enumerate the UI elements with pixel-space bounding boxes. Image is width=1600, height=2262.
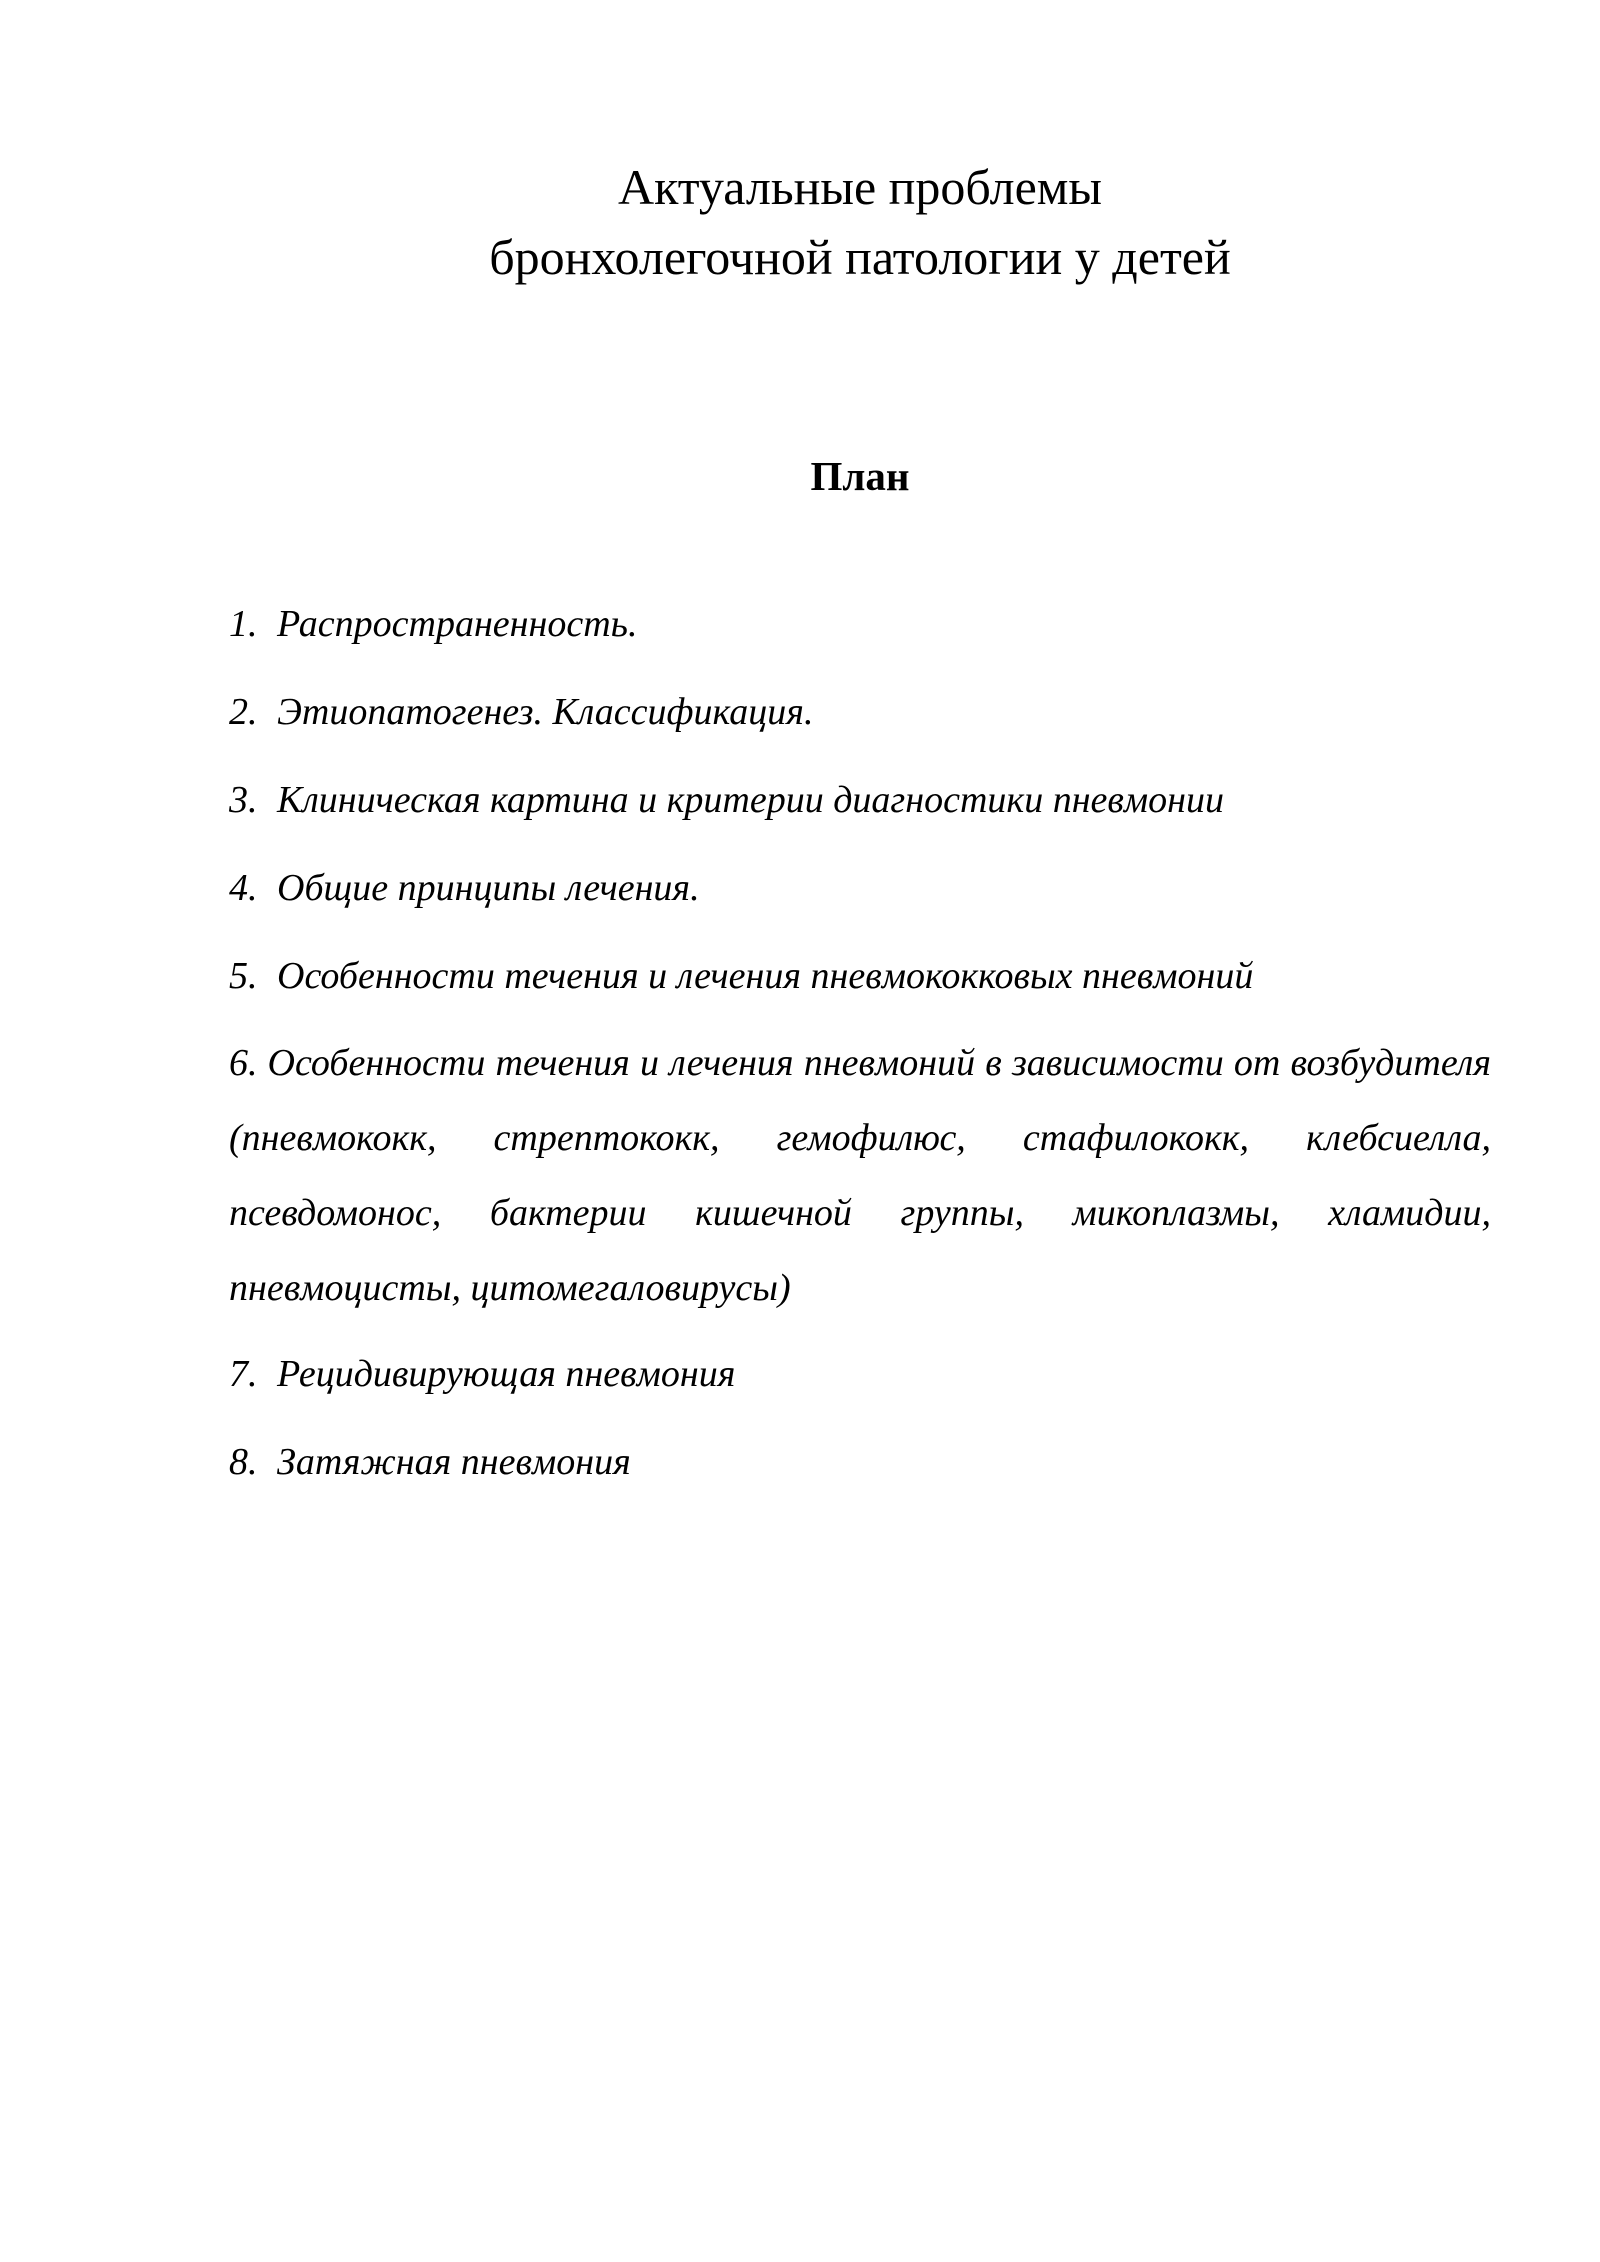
plan-item-4 [229, 860, 1491, 916]
plan-item-number: 1. [229, 603, 258, 645]
plan-item-number: 6. [229, 1042, 258, 1084]
plan-item-text: Особенности течения и лечения пневмококковых пневмоний [277, 955, 1254, 997]
plan-item-text: Этиопатогенез. Классификация. [277, 691, 814, 733]
title-line-2: бронхолегочной патологии у детей [489, 229, 1231, 285]
plan-item-1 [229, 596, 1491, 652]
plan-item-number: 5. [229, 955, 258, 997]
plan-heading: План [810, 453, 910, 499]
plan-item-5 [229, 948, 1491, 1004]
plan-item-text: Рецидивирующая пневмония [277, 1353, 736, 1395]
plan-item-2 [229, 684, 1491, 740]
plan-item-number: 8. [229, 1441, 258, 1483]
plan-item-number: 4. [229, 867, 258, 909]
plan-item-text: Затяжная пневмония [277, 1441, 631, 1483]
plan-item-text: Особенности течения и лечения пневмоний в зависимости от возбудителя (пневмококк, стрептококк, гемофилюс, стафилококк, клебсиелла, псевдомонос, бактерии кишечной группы, микоплазмы, хламидии, пневмоцисты, цитомегаловирусы) [229, 1042, 1491, 1309]
document-title [0, 152, 1600, 292]
plan-item-text: Общие принципы лечения. [277, 867, 700, 909]
plan-item-number: 2. [229, 691, 258, 733]
plan-item-number: 3. [229, 779, 258, 821]
plan-item-8 [229, 1434, 1491, 1490]
plan-item-text: Распространенность. [277, 603, 638, 645]
title-line-1: Актуальные проблемы [617, 159, 1103, 215]
plan-item-6 [229, 1026, 1491, 1326]
plan-item-7 [229, 1346, 1491, 1402]
plan-item-3 [229, 772, 1491, 828]
plan-item-number: 7. [229, 1353, 258, 1395]
plan-list [229, 596, 1491, 1522]
plan-item-text: Клиническая картина и критерии диагностики пневмонии [277, 779, 1225, 821]
